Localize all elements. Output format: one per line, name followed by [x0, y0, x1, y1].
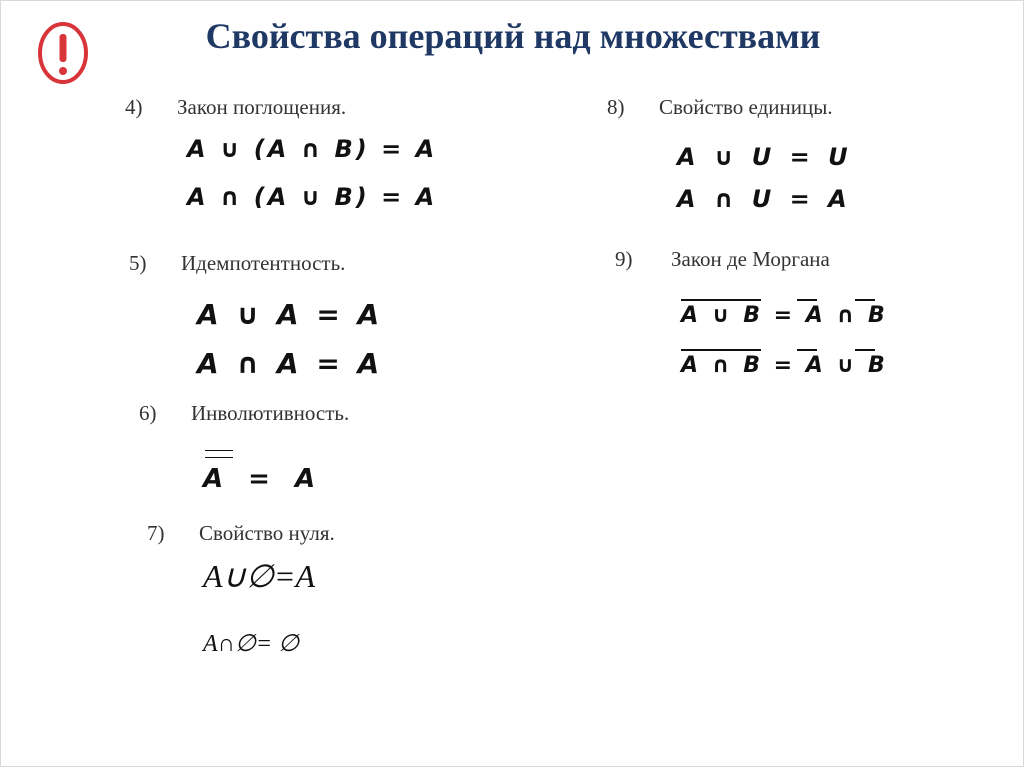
double-overline: [205, 450, 233, 458]
section-absorption-heading: [125, 95, 346, 120]
formula-idempotence-2: A ∩ A = A: [197, 347, 384, 380]
overline-union: [681, 299, 761, 301]
section-number: 9): [615, 247, 633, 271]
section-idempotence-heading: [129, 251, 345, 276]
section-unity-heading: [607, 95, 833, 120]
formula-absorption-2: A ∩ (A ∪ B) = A: [187, 183, 438, 211]
overline-a: [797, 349, 817, 351]
section-title: Свойство нуля.: [199, 521, 335, 545]
section-number: 5): [129, 251, 147, 275]
overline-a: [797, 299, 817, 301]
formula-absorption-1: A ∪ (A ∩ B) = A: [187, 135, 438, 163]
section-title: Закон поглощения.: [177, 95, 347, 119]
overline-b: [855, 349, 875, 351]
section-title: Свойство единицы.: [659, 95, 833, 119]
section-title: Идемпотентность.: [181, 251, 346, 275]
formula-unity-2: A ∩ U = A: [677, 185, 852, 213]
section-number: 6): [139, 401, 157, 425]
slide-title: Свойства операций над множествами: [205, 16, 821, 56]
formula-idempotence-1: A ∪ A = A: [197, 298, 384, 331]
overline-intersection: [681, 349, 761, 351]
overline-b: [855, 299, 875, 301]
section-de-morgan-heading: [615, 247, 830, 272]
section-number: 8): [607, 95, 625, 119]
section-title: Инволютивность.: [191, 401, 350, 425]
formula-de-morgan-2: A ∩ B = A ∪ B: [681, 353, 888, 378]
formula-unity-1: A ∪ U = U: [677, 143, 853, 171]
formula-zero-1: A∪∅=A: [203, 558, 315, 594]
formula-zero-2: A∩∅= ∅: [203, 631, 299, 657]
section-zero-heading: [147, 521, 335, 546]
formula-de-morgan-1: A ∪ B = A ∩ B: [681, 303, 888, 328]
section-number: 4): [125, 95, 143, 119]
section-involution-heading: [139, 401, 349, 426]
section-number: 7): [147, 521, 165, 545]
section-title: Закон де Моргана: [671, 247, 830, 271]
formula-involution: A = A: [203, 464, 324, 494]
